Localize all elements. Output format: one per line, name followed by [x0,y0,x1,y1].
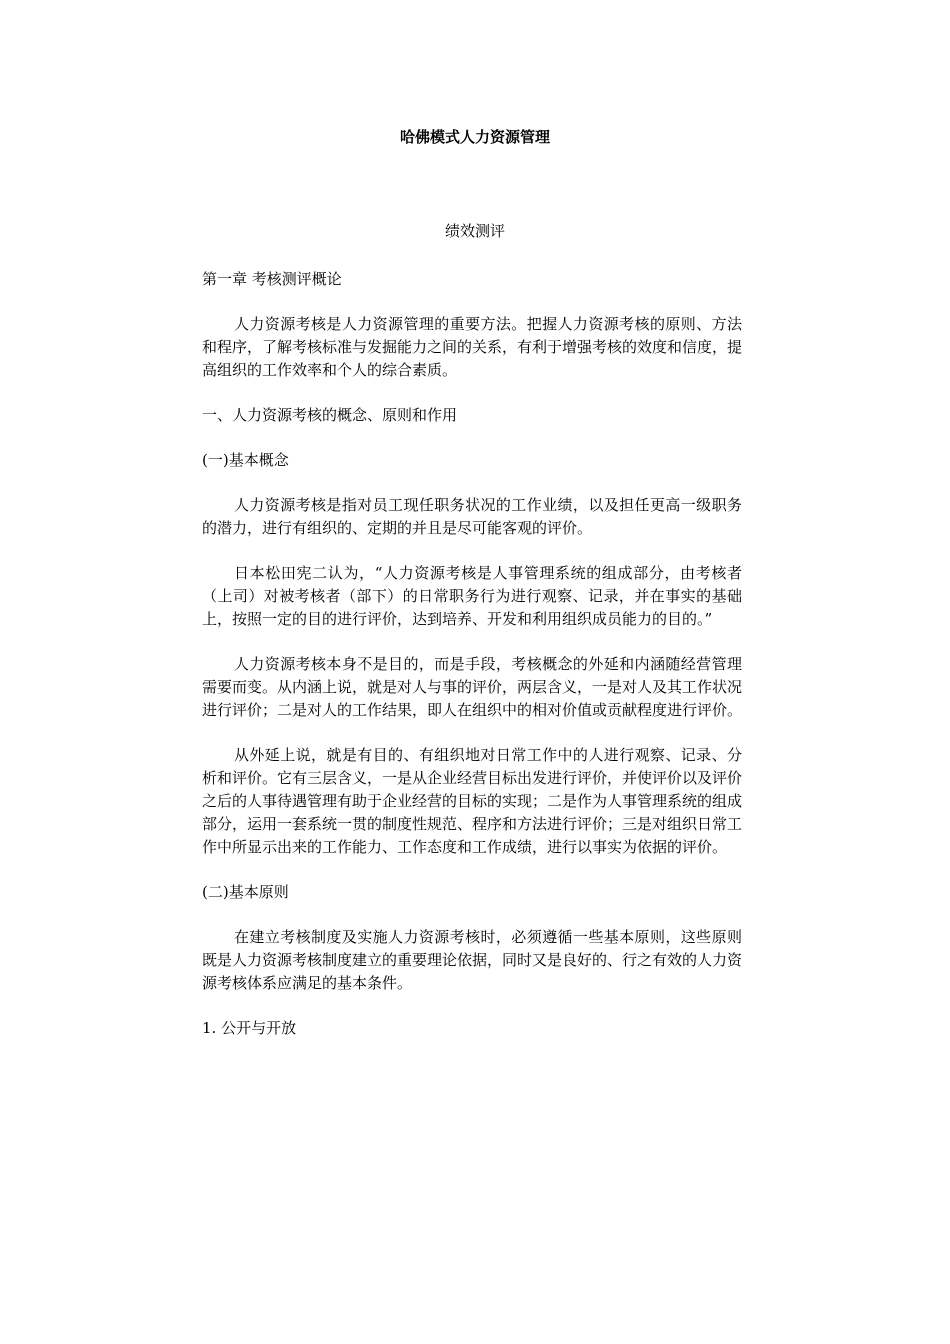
concept-paragraph: 人力资源考核本身不是目的，而是手段，考核概念的外延和内涵随经营管理需要而变。从内涵上说，就是对人与事的评价，两层含义，一是对人及其工作状况进行评价；二是对人的工作结果，即人在组织中的相对价值或贡献程度进行评价。 [202,655,743,719]
document-title: 哈佛模式人力资源管理 [399,128,550,146]
document-subtitle: 绩效测评 [444,222,505,240]
chapter-heading: 第一章 考核测评概论 [202,270,342,288]
subsection-heading-principles: (二)基本原则 [202,883,289,901]
principles-paragraph: 在建立考核制度及实施人力资源考核时，必须遵循一些基本原则，这些原则既是人力资源考核制度建立的重要理论依据，同时又是良好的、行之有效的人力资源考核体系应满足的基本条件。 [202,928,743,992]
document-body [202,268,742,1062]
principle-heading: 1. 公开与开放 [202,1019,297,1037]
intro-paragraph: 人力资源考核是人力资源管理的重要方法。把握人力资源考核的原则、方法和程序，了解考核标准与发掘能力之间的关系，有利于增强考核的效度和信度，提高组织的工作效率和个人的综合素质。 [202,315,743,379]
concept-paragraph: 日本松田宪二认为，“人力资源考核是人事管理系统的组成部分，由考核者（上司）对被考核者（部下）的日常职务行为进行观察、记录，并在事实的基础上，按照一定的目的进行评价，达到培养、开发和利用组织成员能力的目的。” [202,564,742,628]
section-heading: 一、人力资源考核的概念、原则和作用 [202,406,458,424]
concept-paragraph: 从外延上说，就是有目的、有组织地对日常工作中的人进行观察、记录、分析和评价。它有三层含义，一是从企业经营目标出发进行评价，并使评价以及评价之后的人事待遇管理有助于企业经营的目标的实现；二是作为人事管理系统的组成部分，运用一套系统一贯的制度性规范、程序和方法进行评价；三是对组织日常工作中所显示出来的工作能力、工作态度和工作成绩，进行以事实为依据的评价。 [202,746,743,856]
subsection-heading-concepts: (一)基本概念 [202,451,289,469]
concept-paragraph: 人力资源考核是指对员工现任职务状况的工作业绩，以及担任更高一级职务的潜力，进行有组织的、定期的并且是尽可能客观的评价。 [202,496,742,537]
